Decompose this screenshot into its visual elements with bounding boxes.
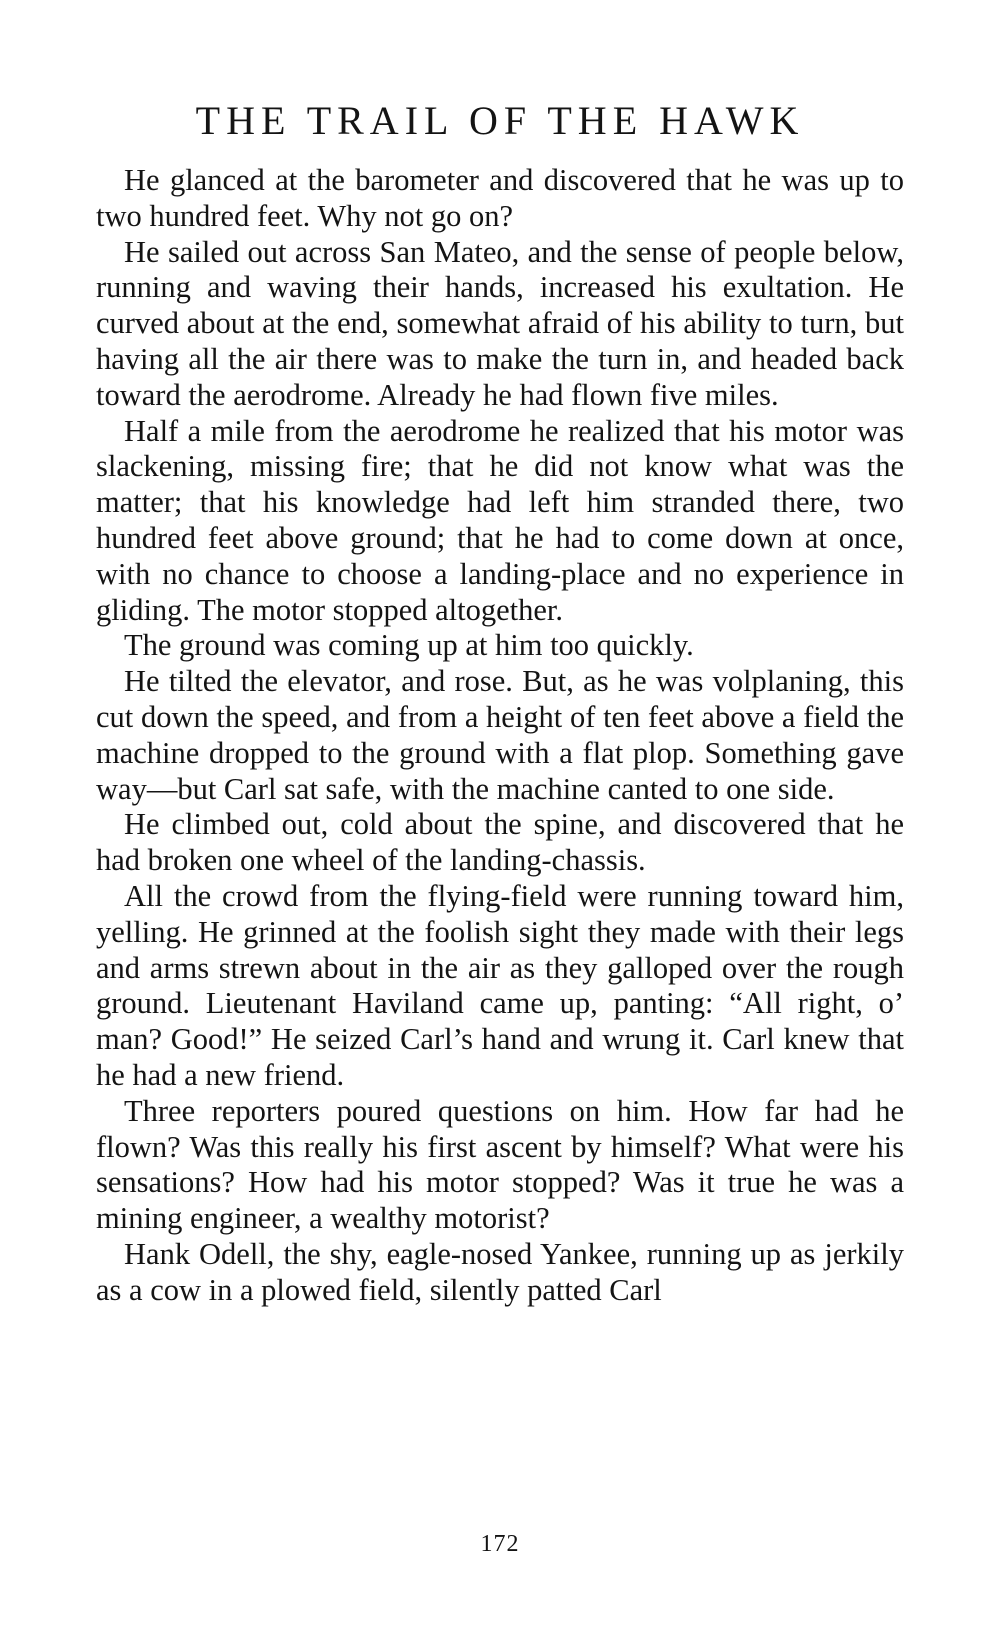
page-number: 172 xyxy=(480,1531,520,1557)
paragraph: The ground was coming up at him too quickly. xyxy=(124,628,694,663)
paragraph: He tilted the elevator, and rose. But, as he was volplaning, this cut down the speed, and from a height of ten feet above a field the machine dropped to the ground with a flat plop. Something gave way—but Carl sat safe, with the machine canted to one side. xyxy=(96,664,904,806)
paragraph: Three reporters poured questions on him. How far had he flown? Was this really his first ascent by himself? What were his sensations? How had his motor stopped? Was it true he was a mining engineer, a wealthy motorist? xyxy=(96,1093,904,1236)
paragraph-last: Hank Odell, the shy, eagle-nosed Yankee, running up as jerkily as a cow in a plowed field, silently patted Carl xyxy=(96,1236,904,1307)
paragraph: He glanced at the barometer and discovered that he was up to two hundred feet. Why not go on? xyxy=(96,163,904,233)
paragraph: He climbed out, cold about the spine, and discovered that he had broken one wheel of the landing-chassis. xyxy=(96,807,904,878)
paragraph: Half a mile from the aerodrome he realized that his motor was slackening, missing fire; that he did not know what was the matter; that his knowledge had left him stranded there, two hundred feet above ground; that he had to come down at once, with no chance to choose a landing-place and no experience in gliding. The motor stopped altogether. xyxy=(96,413,904,627)
body-text xyxy=(96,163,904,1309)
running-title: THE TRAIL OF THE HAWK xyxy=(195,98,805,143)
paragraph: He sailed out across San Mateo, and the sense of people below, running and waving their hands, increased his exultation. He curved about at the end, somewhat afraid of his ability to turn, but having all the air there was to make the turn in, and headed back toward the aerodrome. Already he had flown five miles. xyxy=(96,234,904,412)
paragraph: All the crowd from the flying-field were running toward him, yelling. He grinned at the foolish sight they made with their legs and arms strewn about in the air as they galloped over the rough ground. Lieutenant Haviland came up, panting: “All right, o’ man? Good!” He seized Carl’s hand and wrung it. Carl knew that he had a new friend. xyxy=(96,878,904,1092)
